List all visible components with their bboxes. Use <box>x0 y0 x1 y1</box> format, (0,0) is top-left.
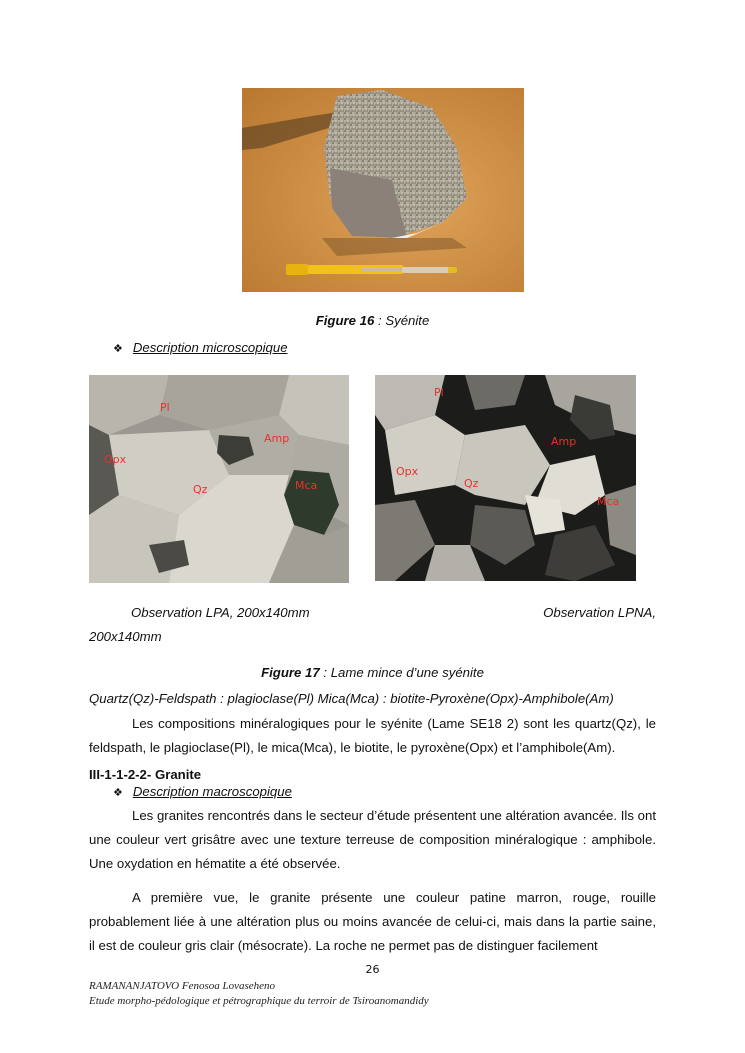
footer-title: Etude morpho-pédologique et pétrographique du terroir de Tsiroanomandidy <box>89 995 429 1007</box>
figure-16-caption <box>0 313 745 328</box>
label-amp-right: Amp <box>551 435 577 448</box>
figure-17-caption <box>0 665 745 680</box>
label-qz-right: Qz <box>464 477 479 490</box>
macro-heading: Description macroscopique <box>132 784 292 799</box>
label-amp-left: Amp <box>264 432 290 445</box>
label-mca-left: Mca <box>295 479 318 492</box>
label-qz-left: Qz <box>193 483 208 496</box>
label-opx-left: Opx <box>104 453 127 466</box>
diamond-bullet-icon: ❖ <box>113 787 123 799</box>
figure-16-number: Figure 16 <box>315 313 375 328</box>
observation-lpna: Observation LPNA, <box>543 605 656 620</box>
syenite-rock-photo <box>242 88 524 292</box>
thin-section-lpa-photo <box>89 375 349 583</box>
mineral-legend: Quartz(Qz)-Feldspath : plagioclase(Pl) Mica(Mca) : biotite-Pyroxène(Opx)-Amphibole(Am) <box>89 691 614 706</box>
micro-heading-line <box>113 340 288 355</box>
section-title-granite: III-1-1-2-2- Granite <box>89 767 202 782</box>
figure-16-text: : Syénite <box>374 313 430 328</box>
thin-section-lpna-photo <box>375 375 636 581</box>
label-mca-right: Mca <box>597 495 620 508</box>
observation-size: 200x140mm <box>89 629 162 644</box>
paragraph-granite-alteration: Les granites rencontrés dans le secteur d’étude présentent une altération avancée. Ils ont une couleur vert grisâtre avec une texture terreuse de composition minéralogique : amphibole. Une oxydation en hématite a été observée. <box>89 808 656 871</box>
label-opx-right: Opx <box>396 465 419 478</box>
page-number: 26 <box>365 963 380 976</box>
paragraph-granite-appearance: A première vue, le granite présente une couleur patine marron, rouge, rouille probablement liée à une altération plus ou moins avancée de celui-ci, mais dans la partie saine, il est de couleur gris clair (mésocrate). La roche ne permet pas de distinguer facilement <box>89 890 656 953</box>
paragraph-composition: Les compositions minéralogiques pour le syénite (Lame SE18 2) sont les quartz(Qz), le feldspath, le plagioclase(Pl), le mica(Mca), le biotite, le pyroxène(Opx) et l’amphibole(Am). <box>89 716 656 755</box>
observation-lpa: Observation LPA, 200x140mm <box>131 605 310 620</box>
figure-17-text: : Lame mince d’une syénite <box>319 665 484 680</box>
figure-17-number: Figure 17 <box>261 665 320 680</box>
label-pl-left: Pl <box>160 401 170 414</box>
macro-heading-line <box>113 784 292 799</box>
footer-author: RAMANANJATOVO Fenosoa Lovaseheno <box>89 980 276 992</box>
label-pl-right: Pl <box>434 386 444 399</box>
micro-heading: Description microscopique <box>132 340 288 355</box>
diamond-bullet-icon: ❖ <box>113 343 123 355</box>
